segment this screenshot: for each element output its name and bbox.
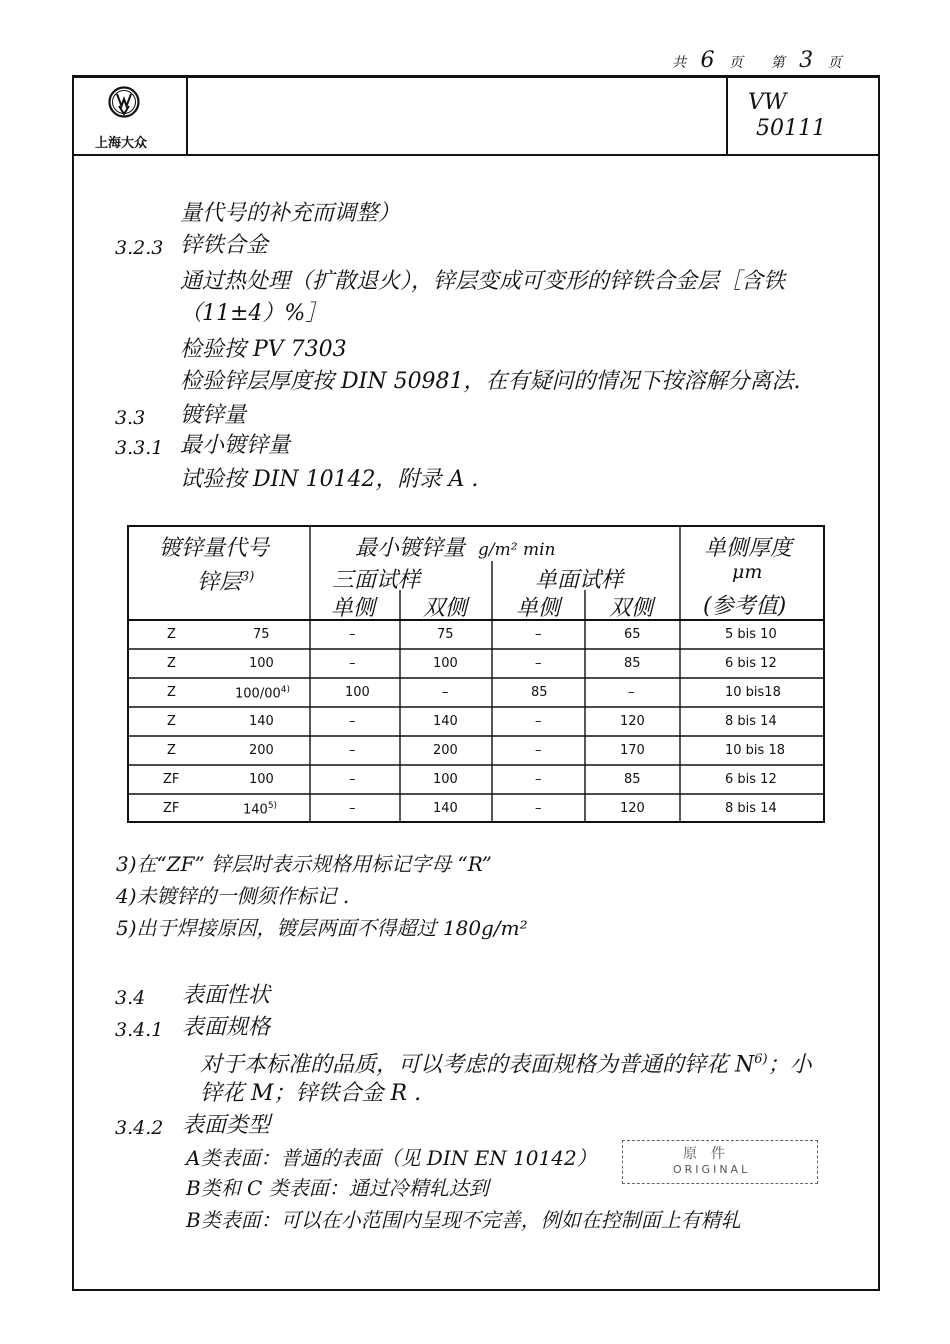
cell-thickness: 8 bis 14	[725, 714, 777, 729]
brand-name: 上海大众	[95, 136, 148, 151]
text-line: 锌花 M；锌铁合金 R .	[200, 1081, 422, 1106]
cell-three-single: –	[349, 772, 356, 787]
section-number: 3.4.1	[115, 1019, 164, 1041]
stamp-line1: 原 件	[683, 1146, 725, 1162]
cell-single-single: –	[535, 656, 542, 671]
table-row	[127, 795, 825, 823]
cell-three-double: 75	[437, 627, 454, 642]
page-counter	[672, 48, 844, 73]
page-total-unit: 页	[728, 55, 745, 71]
cell-single-single: –	[535, 743, 542, 758]
cell-code-footnote: 4)	[280, 685, 290, 695]
header-side: 双侧	[423, 596, 468, 621]
page-total: 6	[700, 48, 717, 73]
cell-three-double: –	[442, 685, 449, 700]
table-row	[127, 621, 825, 650]
header-side: 单侧	[331, 596, 376, 621]
section-number: 3.4.2	[115, 1117, 164, 1139]
cell-three-double: 140	[433, 801, 458, 816]
cell-three-double: 140	[433, 714, 458, 729]
text-line-footnote: 6)	[754, 1052, 768, 1067]
cell-three-double: 100	[433, 656, 458, 671]
page-number: 3	[799, 48, 816, 73]
cell-code	[235, 685, 290, 701]
text-line: 检验锌层厚度按 DIN 50981，在有疑问的情况下按溶解分离法.	[180, 369, 801, 394]
cell-three-single: –	[349, 801, 356, 816]
text-line: （11±4）%］	[180, 301, 328, 326]
cell-single-double: 120	[620, 714, 645, 729]
footnote-3: 3)在“ZF” 锌层时表示规格用标记字母 “R”	[116, 852, 492, 876]
table-row	[127, 708, 825, 737]
header-divider-right	[726, 75, 728, 155]
header-thickness-unit: μm	[732, 561, 763, 583]
section-title: 表面规格	[182, 1015, 271, 1040]
text-line	[200, 1046, 812, 1079]
cell-code-text: 140	[243, 802, 268, 818]
header-layer	[197, 565, 254, 596]
text-line: B类和 C 类表面：通过冷精轧达到	[186, 1176, 489, 1200]
cell-single-double: 85	[624, 772, 641, 787]
section-title: 表面类型	[182, 1113, 271, 1138]
cell-single-single: –	[535, 801, 542, 816]
cell-three-single: –	[349, 714, 356, 729]
header-code: 镀锌量代号	[159, 536, 270, 561]
header-thickness: 单侧厚度	[704, 536, 793, 561]
doc-number-line2: 50111	[756, 116, 826, 141]
header-divider	[72, 154, 880, 156]
table-row	[127, 650, 825, 679]
cell-code: 140	[249, 714, 274, 729]
original-stamp	[622, 1140, 818, 1184]
cell-thickness: 10 bis 18	[725, 743, 785, 758]
doc-number-line1: VW	[748, 90, 787, 115]
cell-layer: Z	[167, 714, 176, 729]
cell-layer: ZF	[163, 801, 180, 816]
footnote-4: 4)未镀锌的一侧须作标记 .	[116, 884, 350, 908]
text-line-end: ；小	[767, 1052, 812, 1078]
text-line: A类表面：普通的表面（见 DIN EN 10142）	[186, 1146, 597, 1170]
cell-thickness: 6 bis 12	[725, 772, 777, 787]
cell-single-double: 170	[620, 743, 645, 758]
text-line-main: 对于本标准的品质，可以考虑的表面规格为普通的锌花 N	[200, 1052, 755, 1078]
cell-layer: Z	[167, 743, 176, 758]
cell-layer: Z	[167, 656, 176, 671]
page-total-prefix: 共	[672, 55, 688, 71]
section-number: 3.3.1	[115, 437, 164, 459]
cell-layer: ZF	[163, 772, 180, 787]
cell-thickness: 6 bis 12	[725, 656, 777, 671]
cell-single-double: –	[628, 685, 635, 700]
cell-single-double: 85	[624, 656, 641, 671]
cell-code-footnote: 5)	[267, 801, 278, 811]
table-row	[127, 737, 825, 766]
cell-thickness: 10 bis18	[725, 685, 781, 700]
cell-three-single: 100	[345, 685, 370, 700]
cell-single-single: –	[535, 627, 542, 642]
section-title: 最小镀锌量	[180, 433, 291, 458]
cell-code	[243, 801, 277, 817]
cell-code: 100	[249, 772, 274, 787]
table-row	[127, 766, 825, 795]
cell-single-double: 65	[624, 627, 641, 642]
footnote-5: 5)出于焊接原因，镀层两面不得超过 180g/m²	[116, 916, 528, 940]
text-line: B类表面：可以在小范围内呈现不完善，例如在控制面上有精轧	[186, 1208, 741, 1232]
cell-single-single: –	[535, 714, 542, 729]
section-title: 镀锌量	[180, 403, 247, 428]
page-number-unit: 页	[827, 55, 844, 71]
cell-code-text: 100/00	[235, 686, 281, 702]
cell-single-single: 85	[531, 685, 548, 700]
cell-single-double: 120	[620, 801, 645, 816]
section-number: 3.2.3	[115, 237, 164, 259]
stamp-line2: ORIGINAL	[673, 1163, 751, 1176]
header-min-unit: g/m² min	[478, 540, 556, 560]
cell-three-single: –	[349, 656, 356, 671]
section-title: 表面性状	[182, 983, 271, 1008]
section-number: 3.3	[115, 407, 146, 429]
text-line: 试验按 DIN 10142，附录 A .	[180, 467, 479, 492]
table-row	[127, 679, 825, 708]
cell-three-double: 200	[433, 743, 458, 758]
cell-code: 100	[249, 656, 274, 671]
header-three-side: 三面试样	[332, 568, 421, 593]
vw-logo-icon	[108, 86, 140, 118]
cell-code: 200	[249, 743, 274, 758]
cell-single-single: –	[535, 772, 542, 787]
header-min-coating	[355, 531, 555, 562]
header-side: 单侧	[516, 596, 561, 621]
cell-thickness: 5 bis 10	[725, 627, 777, 642]
text-line: 检验按 PV 7303	[180, 337, 347, 362]
section-title: 锌铁合金	[180, 233, 269, 258]
page-number-prefix: 第	[770, 55, 787, 71]
header-side: 双侧	[609, 596, 654, 621]
cell-layer: Z	[167, 685, 176, 700]
text-line: 通过热处理（扩散退火），锌层变成可变形的锌铁合金层［含铁	[180, 269, 786, 294]
cell-three-single: –	[349, 743, 356, 758]
header-divider-left	[186, 75, 188, 155]
header-layer-footnote: 3)	[241, 569, 255, 585]
section-number: 3.4	[115, 987, 146, 1009]
cell-three-single: –	[349, 627, 356, 642]
header-layer-text: 锌层	[197, 570, 242, 595]
cell-code: 75	[253, 627, 270, 642]
header-min-coating-text: 最小镀锌量	[355, 536, 466, 561]
header-reference: (参考值)	[703, 594, 787, 619]
zinc-coating-table	[127, 525, 825, 823]
cell-three-double: 100	[433, 772, 458, 787]
cell-layer: Z	[167, 627, 176, 642]
text-line: 量代号的补充而调整）	[180, 201, 401, 226]
cell-thickness: 8 bis 14	[725, 801, 777, 816]
header-single-side: 单面试样	[535, 568, 624, 593]
